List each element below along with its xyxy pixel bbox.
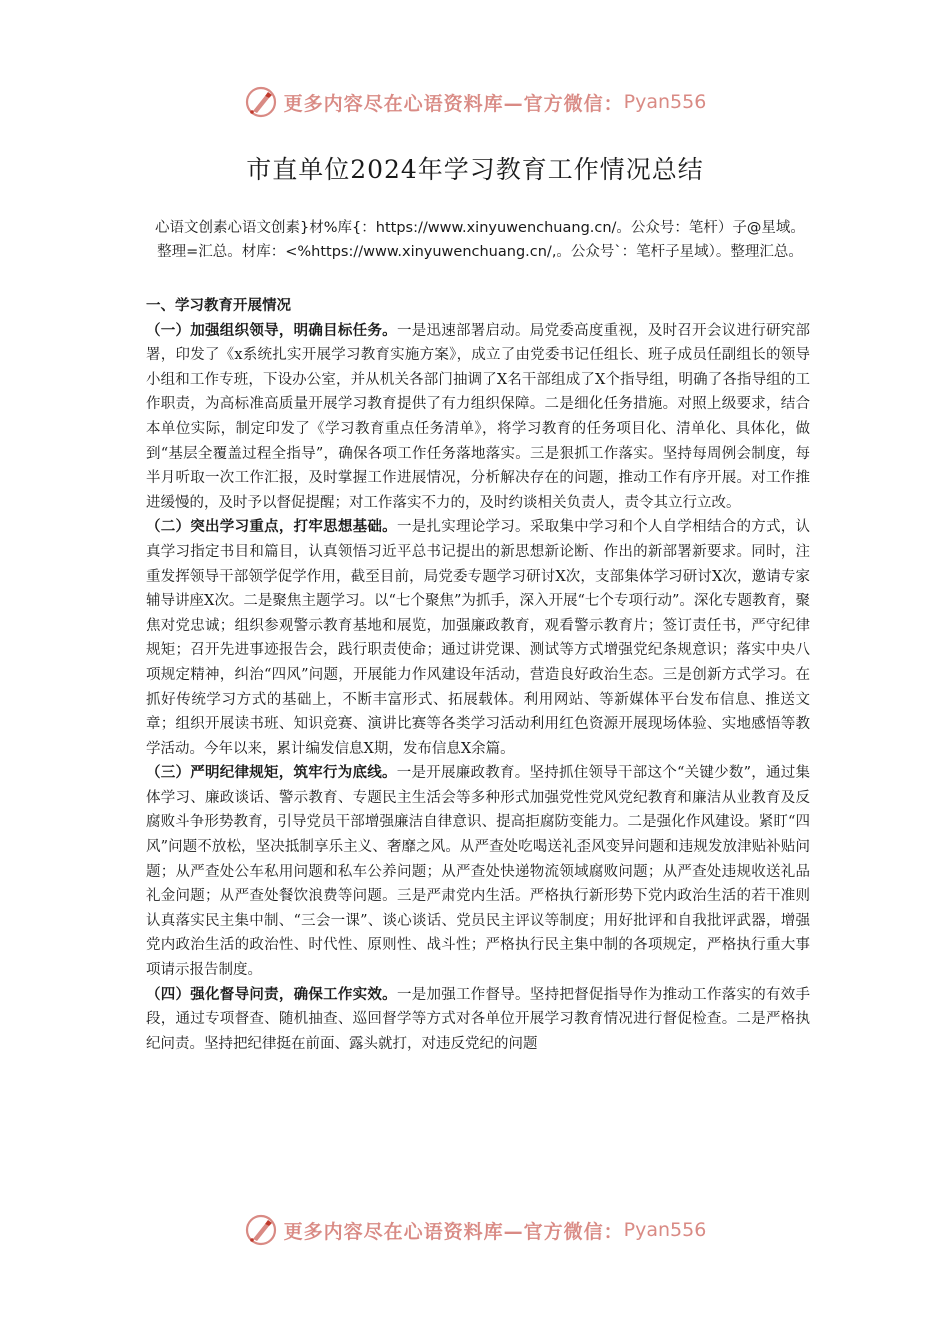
paragraph-text: 一是扎实理论学习。采取集中学习和个人自学相结合的方式，认真学习指定书目和篇目，认真领悟习近平总书记提出的新思想新论断、作出的新部署新要求。同时，注重发挥领导干部领学促学作用，截至目前，局党委专题学习研讨X次，支部集体学习研讨X次，邀请专家辅导讲座X次。二是聚焦主题学习。以“七个聚焦”为抓手，深入开展“七个专项行动”。深化专题教育，聚焦对党忠诚；组织参观警示教育基地和展览，加强廉政教育，观看警示教育片；签订责任书，严守纪律规矩；召开先进事迹报告会，践行职责使命；通过讲党课、测试等方式增强党纪条规意识；落实中央八项规定精神，纠治“四风”问题，开展能力作风建设年活动，营造良好政治生态。三是创新方式学习。在抓好传统学习方式的基础上，不断丰富形式、拓展载体。利用网站、等新媒体平台发布信息、推送文章；组织开展读书班、知识竞赛、演讲比赛等各类学习活动利用红色资源开展现场体验、实地感悟等教学活动。今年以来，累计编发信息X期，发布信息X余篇。	[146, 519, 811, 757]
banner-wechat-id: Pyan556	[623, 1219, 707, 1241]
section-heading: 一、学习教育开展情况	[146, 298, 291, 314]
paragraph	[146, 515, 810, 761]
banner-wechat-id: Pyan556	[623, 91, 707, 113]
banner-text: 更多内容尽在心语资料库—官方微信：	[283, 92, 624, 115]
source-note: 心语文创素心语文创素}材%库{：https://www.xinyuwenchuang.cn/。公众号：笔杆）子@星域。整理=汇总。材库：<%https://www.xinyuwenchuang.cn/,。公众号`：笔杆子星域）。整理汇总。	[155, 220, 805, 260]
paragraph-lead: （一）加强组织领导，明确目标任务。	[146, 322, 397, 339]
banner-text: 更多内容尽在心语资料库—官方微信：	[283, 1220, 624, 1243]
paragraph-lead: （四）强化督导问责，确保工作实效。	[146, 986, 397, 1003]
paragraph	[146, 983, 810, 1057]
paragraph-lead: （三）严明纪律规矩，筑牢行为底线。	[146, 765, 397, 782]
fountain-pen-logo-icon	[244, 1213, 278, 1247]
paragraph-text: 一是迅速部署启动。局党委高度重视，及时召开会议进行研究部署，印发了《x系统扎实开展学习教育实施方案》，成立了由党委书记任组长、班子成员任副组长的领导小组和工作专班，下设办公室，并从机关各部门抽调了X名干部组成了X个指导组，明确了各指导组的工作职责，为高标准高质量开展学习教育提供了有力组织保障。二是细化任务措施。对照上级要求，结合本单位实际，制定印发了《学习教育重点任务清单》，将学习教育的任务项目化、清单化、具体化，做到“基层全覆盖过程全指导”，确保各项工作任务落地落实。三是狠抓工作落实。坚持每周例会制度，每半月听取一次工作汇报，及时掌握工作进展情况，分析解决存在的问题，推动工作有序开展。对工作推进缓慢的，及时予以督促提醒；对工作落实不力的，及时约谈相关负责人，责令其立行立改。	[146, 322, 811, 511]
paragraph-lead: （二）突出学习重点，打牢思想基础。	[146, 519, 397, 536]
paragraph-text: 一是加强工作督导。坚持把督促指导作为推动工作落实的有效手段，通过专项督查、随机抽查、巡回督学等方式对各单位开展学习教育情况进行督促检查。二是严格执纪问责。坚持把纪律挺在前面、露头就打，对违反党纪的问题	[146, 986, 811, 1052]
paragraph-text: 一是开展廉政教育。坚持抓住领导干部这个“关键少数”，通过集体学习、廉政谈话、警示教育、专题民主生活会等多种形式加强党性党风党纪教育和廉洁从业教育及反腐败斗争形势教育，引导党员干部增强廉洁自律意识、提高拒腐防变能力。二是强化作风建设。紧盯“四风”问题不放松，坚决抵制享乐主义、奢靡之风。从严查处吃喝送礼歪风变异问题和违规发放津贴补贴问题；从严查处公车私用问题和私车公养问题；从严查处快递物流领域腐败问题；从严查处违规收送礼品礼金问题；从严查处餐饮浪费等问题。三是严肃党内生活。严格执行新形势下党内政治生活的若干准则认真落实民主集中制、“三会一课”、谈心谈话、党员民主评议等制度；用好批评和自我批评武器，增强党内政治生活的政治性、时代性、原则性、战斗性；严格执行民主集中制的各项规定，严格执行重大事项请示报告制度。	[146, 765, 811, 979]
paragraph	[146, 319, 810, 516]
fountain-pen-logo-icon	[244, 85, 278, 119]
document-title: 市直单位2024年学习教育工作情况总结	[246, 155, 704, 184]
footer-banner	[0, 1210, 950, 1250]
paragraph	[146, 761, 810, 982]
document-body	[146, 294, 810, 1056]
header-banner	[0, 82, 950, 122]
